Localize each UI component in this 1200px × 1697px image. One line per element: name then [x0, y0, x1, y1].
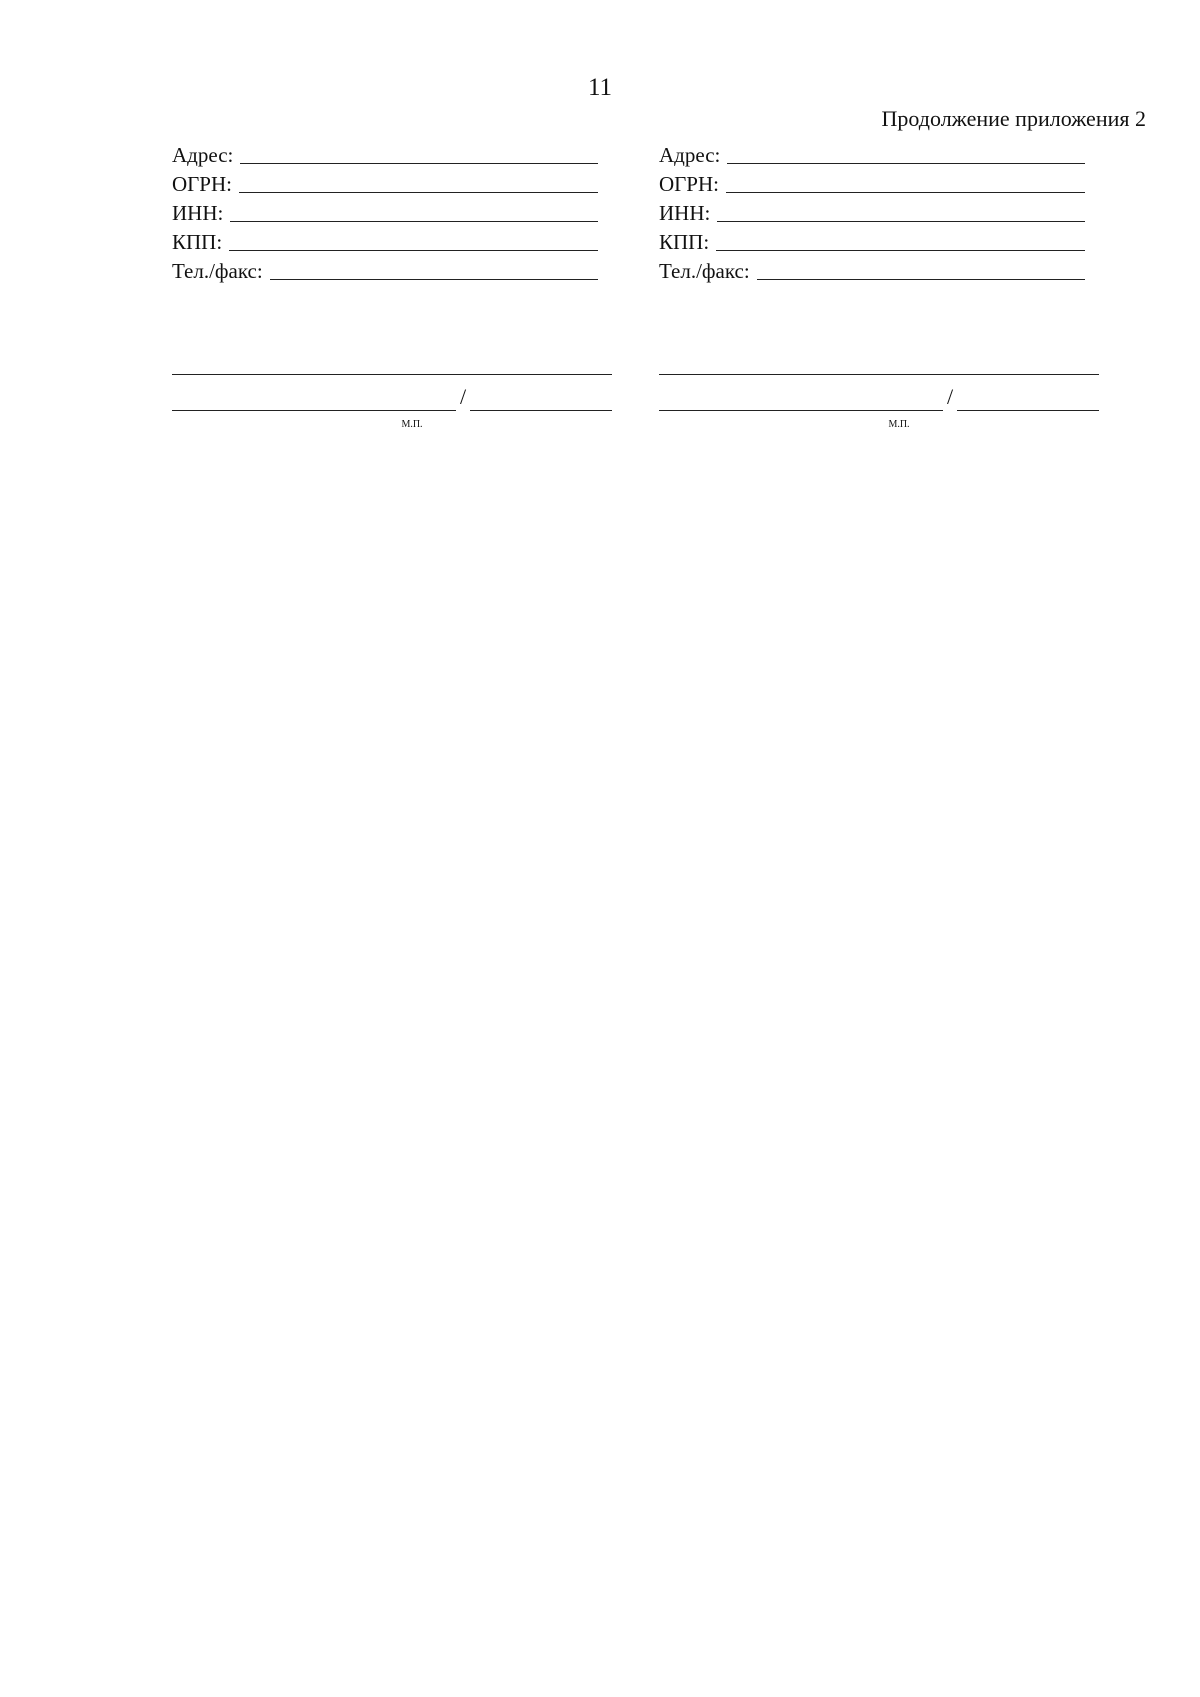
- party-details-right: [659, 138, 1099, 431]
- inn-field-row: [659, 196, 1085, 225]
- signatory-name-blank-line[interactable]: [957, 380, 1099, 411]
- kpp-blank-line[interactable]: [229, 228, 598, 251]
- address-label: Адрес:: [172, 143, 234, 167]
- ogrn-field-row: [659, 167, 1085, 196]
- signature-row: [172, 375, 612, 411]
- inn-blank-line[interactable]: [717, 199, 1085, 222]
- appendix-continuation-note: Продолжение приложения 2: [881, 106, 1146, 131]
- signature-separator: /: [946, 384, 954, 409]
- kpp-label: КПП:: [172, 230, 223, 254]
- inn-blank-line[interactable]: [230, 199, 598, 222]
- page-number: 11: [587, 74, 613, 101]
- phone-fax-label: Тел./факс:: [172, 259, 263, 283]
- signature-separator: /: [459, 384, 467, 409]
- ogrn-label: ОГРН:: [659, 172, 719, 196]
- address-field-row: [172, 138, 598, 167]
- ogrn-blank-line[interactable]: [239, 170, 598, 193]
- signature-blank-line[interactable]: [172, 380, 456, 411]
- signatory-name-blank-line[interactable]: [470, 380, 612, 411]
- signature-row: [659, 375, 1099, 411]
- phone-fax-field-row: [659, 254, 1085, 283]
- address-blank-line[interactable]: [240, 141, 598, 164]
- signature-block: [172, 373, 612, 431]
- address-blank-line[interactable]: [727, 141, 1085, 164]
- address-label: Адрес:: [659, 143, 721, 167]
- stamp-place-label: М.П.: [888, 419, 910, 430]
- signature-blank-line[interactable]: [659, 380, 943, 411]
- signature-block: [659, 373, 1099, 431]
- kpp-field-row: [172, 225, 598, 254]
- inn-label: ИНН:: [659, 201, 711, 225]
- stamp-place-label: М.П.: [401, 419, 423, 430]
- phone-fax-blank-line[interactable]: [757, 257, 1085, 280]
- ogrn-field-row: [172, 167, 598, 196]
- phone-fax-label: Тел./факс:: [659, 259, 750, 283]
- kpp-blank-line[interactable]: [716, 228, 1085, 251]
- phone-fax-field-row: [172, 254, 598, 283]
- party-details-left: [172, 138, 612, 431]
- address-field-row: [659, 138, 1085, 167]
- inn-label: ИНН:: [172, 201, 224, 225]
- phone-fax-blank-line[interactable]: [270, 257, 598, 280]
- kpp-label: КПП:: [659, 230, 710, 254]
- inn-field-row: [172, 196, 598, 225]
- kpp-field-row: [659, 225, 1085, 254]
- ogrn-label: ОГРН:: [172, 172, 232, 196]
- ogrn-blank-line[interactable]: [726, 170, 1085, 193]
